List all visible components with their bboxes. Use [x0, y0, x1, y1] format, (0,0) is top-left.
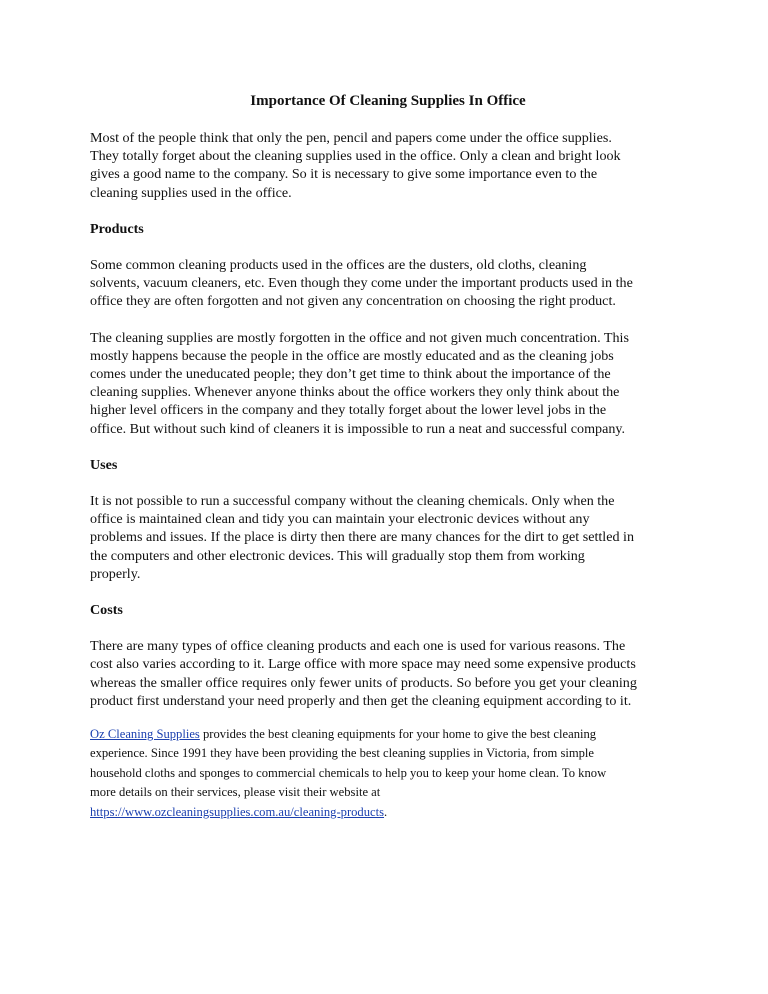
- products-paragraph-1: [90, 256, 680, 311]
- intro-line: cleaning supplies used in the office.: [90, 184, 292, 201]
- paragraph-line: problems and issues. If the place is dirty then there are many chances for the dirt to get settled in: [90, 529, 634, 546]
- oz-cleaning-supplies-link[interactable]: Oz Cleaning Supplies: [90, 727, 200, 742]
- paragraph-line: The cleaning supplies are mostly forgotten in the office and not given much concentration. This: [90, 329, 629, 346]
- document-title: Importance Of Cleaning Supplies In Office: [250, 93, 526, 109]
- uses-paragraph: [90, 492, 680, 583]
- paragraph-line: comes under the uneducated people; they don’t get time to think about the importance of the: [90, 366, 611, 383]
- footer-line: household cloths and sponges to commercial chemicals to help you to keep your home clean. To know: [90, 765, 607, 780]
- paragraph-line: cleaning supplies. Whenever anyone thinks about the office workers they only think about the: [90, 384, 620, 401]
- intro-paragraph: [90, 129, 680, 202]
- footer-line: experience. Since 1991 they have been providing the best cleaning supplies in Victoria, from simple: [90, 746, 595, 761]
- paragraph-line: Some common cleaning products used in the offices are the dusters, old cloths, cleaning: [90, 257, 587, 274]
- paragraph-line: It is not possible to run a successful company without the cleaning chemicals. Only when the: [90, 493, 615, 510]
- paragraph-line: office. But without such kind of cleaners it is impossible to run a neat and successful company.: [90, 420, 626, 437]
- paragraph-line: mostly happens because the people in the office are mostly educated and as the cleaning jobs: [90, 347, 614, 364]
- footer-url-suffix: .: [384, 804, 388, 819]
- paragraph-line: cost also varies according to it. Large office with more space may need some expensive products: [90, 656, 636, 673]
- paragraph-line: product first understand your need properly and then get the cleaning equipment according to it.: [90, 692, 632, 709]
- products-paragraph-2: [90, 329, 680, 438]
- paragraph-line: solvents, vacuum cleaners, etc. Even though they come under the important products used in the: [90, 275, 633, 292]
- footer-paragraph: [90, 725, 680, 822]
- footer-line: [90, 725, 680, 744]
- footer-line: more details on their services, please visit their website at: [90, 785, 381, 800]
- paragraph-line: whereas the smaller office requires only fewer units of products. So before you get your cleaning: [90, 674, 637, 691]
- uses-heading: Uses: [90, 456, 118, 473]
- intro-line: Most of the people think that only the pen, pencil and papers come under the office supplies.: [90, 130, 612, 146]
- costs-heading: Costs: [90, 602, 123, 619]
- paragraph-line: the computers and other electronic devices. This will gradually stop them from working: [90, 547, 585, 564]
- intro-line: They totally forget about the cleaning supplies used in the office. Only a clean and bright look: [90, 148, 621, 165]
- paragraph-line: higher level officers in the company and they totally forget about the lower level jobs in the: [90, 402, 607, 419]
- website-url-link[interactable]: https://www.ozcleaningsupplies.com.au/cleaning-products: [90, 804, 385, 819]
- footer-line-text: provides the best cleaning equipments for your home to give the best cleaning: [199, 727, 597, 742]
- products-heading: Products: [90, 220, 144, 237]
- document-page: [90, 91, 680, 822]
- paragraph-line: office is maintained clean and tidy you can maintain your electronic devices without any: [90, 511, 590, 528]
- paragraph-line: office they are often forgotten and not given any concentration on choosing the right product.: [90, 293, 616, 310]
- costs-paragraph: [90, 637, 680, 710]
- intro-line: gives a good name to the company. So it is necessary to give some importance even to the: [90, 166, 598, 183]
- paragraph-line: There are many types of office cleaning products and each one is used for various reasons. The: [90, 638, 626, 655]
- paragraph-line: properly.: [90, 565, 141, 582]
- footer-line: [90, 803, 680, 822]
